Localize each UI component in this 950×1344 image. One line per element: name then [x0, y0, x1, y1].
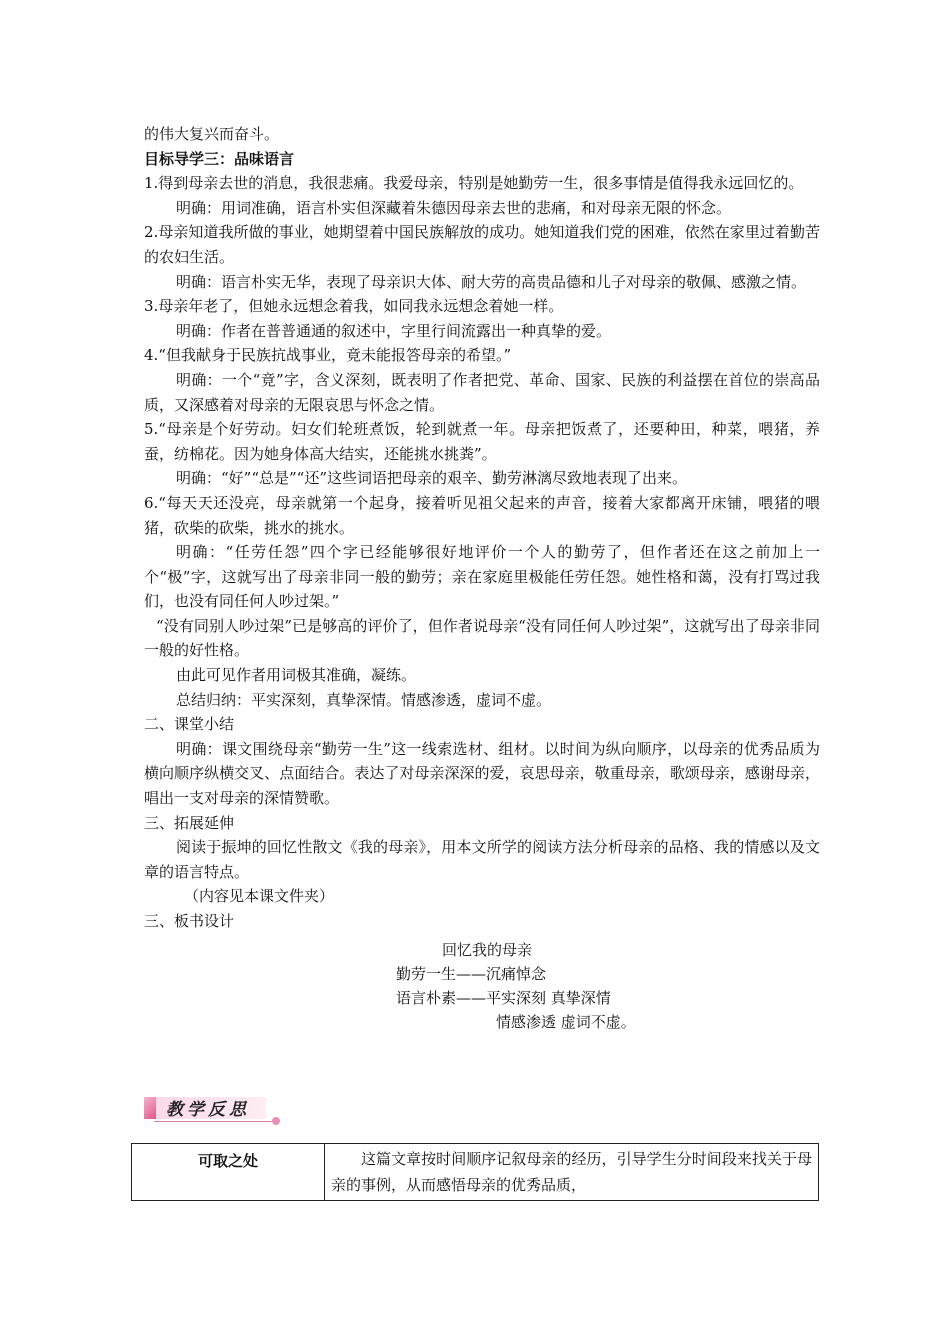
section-heading: 三、拓展延伸	[144, 813, 235, 832]
paragraph: 由此可见作者用词极其准确，凝练。	[176, 666, 417, 685]
section-heading: 目标导学三：品味语言	[144, 149, 295, 168]
paragraph: 1.得到母亲去世的消息，我很悲痛。我爱母亲，特别是她勤劳一生，很多事情是值得我永远回忆的。	[144, 174, 804, 193]
paragraph: 明确：“好”“总是”“还”这些词语把母亲的艰辛、勤劳淋漓尽致地表现了出来。	[176, 469, 688, 488]
paragraph: （内容见本课文件夹）	[184, 887, 335, 906]
paragraph: 4.“但我献身于民族抗战事业，竟未能报答母亲的希望。”	[144, 346, 512, 365]
paragraph: 2.母亲知道我所做的事业，她期望着中国民族解放的成功。她知道我们党的困难，依然在家里过着勤苦的农妇生活。	[144, 223, 820, 266]
board-row: 语言朴素——平实深刻 真挚深情	[396, 988, 611, 1007]
blackboard-design	[144, 938, 820, 1034]
paragraph: 明确：用词准确，语言朴实但深藏着朱德因母亲去世的悲痛，和对母亲无限的怀念。	[176, 198, 732, 217]
paragraph: 明确：课文围绕母亲“勤劳一生”这一线索选材、组材。以时间为纵向顺序，以母亲的优秀品质为横向顺序纵横交叉、点面结合。表达了对母亲深深的爱，哀思母亲，敬重母亲，歌颂母亲，感谢母亲，唱出一支对母亲的深情赞歌。	[144, 739, 820, 808]
reflection-table	[131, 1143, 819, 1201]
table-content-cell: 这篇文章按时间顺序记叙母亲的经历，引导学生分时间段来找关于母亲的事例，从而感悟母亲的优秀品质，	[325, 1144, 819, 1201]
paragraph: 明确：一个“竟”字，含义深刻，既表明了作者把党、革命、国家、民族的利益摆在首位的崇高品质，又深感着对母亲的无限哀思与怀念之情。	[144, 370, 820, 414]
board-row: 情感渗透 虚词不虚。	[496, 1012, 636, 1031]
paragraph: “没有同别人吵过架”已是够高的评价了，但作者说母亲“没有同任何人吵过架”，这就写出了母亲非同一般的好性格。	[144, 616, 820, 660]
section-heading: 三、板书设计	[144, 912, 235, 930]
document-page	[144, 122, 820, 1034]
paragraph: 的伟大复兴而奋斗。	[144, 125, 280, 143]
paragraph: 5.“母亲是个好劳动。妇女们轮班煮饭，轮到就煮一年。母亲把饭煮了，还要种田，种菜，喂猪，养蚕，纺棉花。因为她身体高大结实，还能挑水挑粪”。	[144, 420, 820, 463]
table-label-cell: 可取之处	[132, 1144, 325, 1201]
banner-dot-icon	[272, 1117, 280, 1125]
reflection-banner	[144, 1094, 284, 1124]
banner-accent-bar	[144, 1097, 156, 1119]
paragraph: 明确：作者在普普通通的叙述中，字里行间流露出一种真挚的爱。	[176, 321, 612, 340]
paragraph: 6.“每天天还没亮，母亲就第一个起身，接着听见祖父起来的声音，接着大家都离开床铺，喂猪的喂猪，砍柴的砍柴，挑水的挑水。	[144, 493, 820, 537]
paragraph: 总结归纳：平实深刻，真挚深情。情感渗透，虚词不虚。	[176, 690, 552, 709]
paragraph: 阅读于振坤的回忆性散文《我的母亲》，用本文所学的阅读方法分析母亲的品格、我的情感以及文章的语言特点。	[144, 838, 820, 881]
banner-title: 教学反思	[166, 1100, 250, 1120]
table-row	[132, 1144, 819, 1201]
banner-underline	[154, 1121, 278, 1122]
board-title: 回忆我的母亲	[442, 940, 533, 959]
paragraph: 明确：语言朴实无华，表现了母亲识大体、耐大劳的高贵品德和儿子对母亲的敬佩、感激之情。	[176, 272, 807, 291]
paragraph: 3.母亲年老了，但她永远想念着我，如同我永远想念着她一样。	[144, 297, 564, 316]
section-heading: 二、课堂小结	[144, 715, 235, 734]
paragraph: 明确：“任劳任怨”四个字已经能够很好地评价一个人的勤劳了，但作者还在这之前加上一个“极”字，这就写出了母亲非同一般的勤劳；亲在家庭里极能任劳任怨。她性格和蔼，没有打骂过我们，也没有同任何人吵过架。”	[144, 543, 820, 611]
board-row: 勤劳一生——沉痛悼念	[396, 964, 547, 983]
